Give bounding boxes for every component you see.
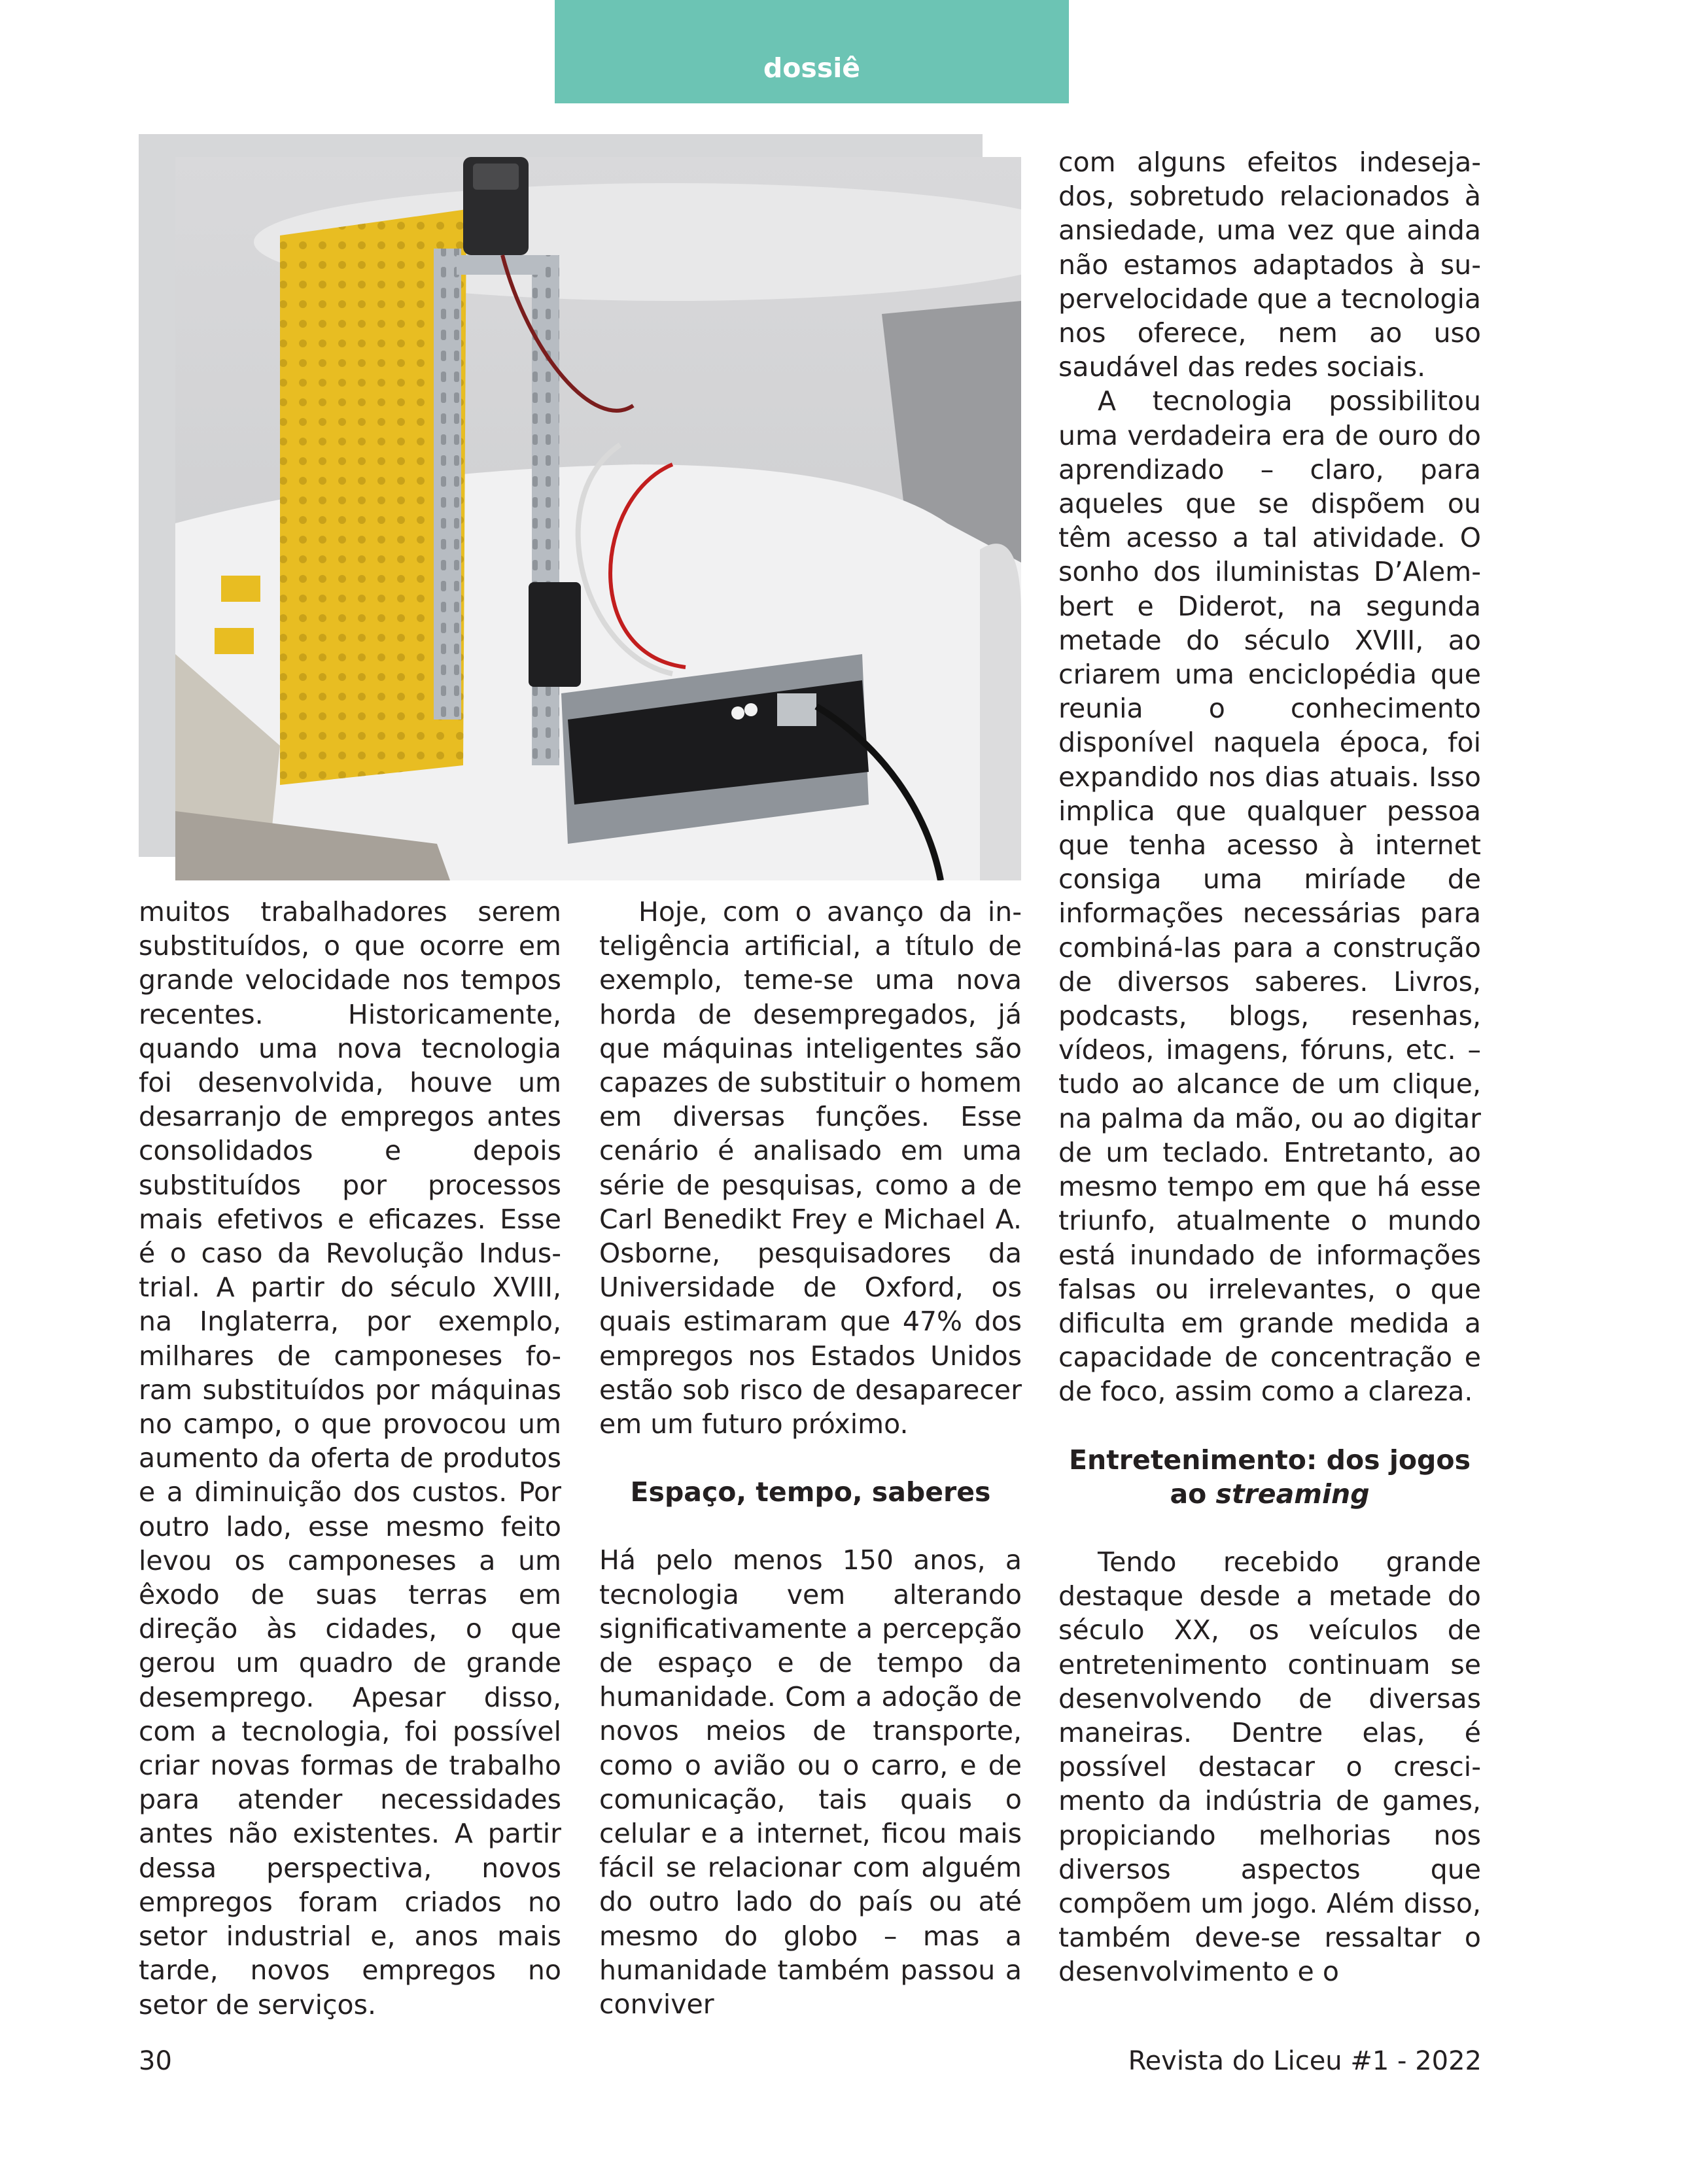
heading-italic: streaming <box>1215 1478 1370 1510</box>
paragraph: com alguns efeitos indesejados, sobretudo relacionados à ansiedade, uma vez que ainda não estamos adaptados à supervelocidade que a tecnologia nos oferece, nem ao uso saudável das redes sociais. <box>1058 147 1481 383</box>
paragraph: Tendo recebido grande destaque desde a metade do século XX, os veículos de entretenimento continuam se desenvolvendo de diversas maneiras. Dentre elas, é possível destacar o crescimento da indústria de games, propiciando melhorias nos diversos aspectos que compõem um jogo. Além disso, também deve-se ressaltar o desenvolvimento e o <box>1058 1546 1481 1988</box>
section-tab <box>555 0 1069 103</box>
paragraph: Há pelo menos 150 anos, a tecnologia vem alterando significativamente a percepção de espaço e de tempo da humanidade. Com a adoção de novos meios de transporte, como o avião ou o carro, e de comunicação, tais quais o celular e a internet, ficou mais fácil se relacionar com alguém do outro lado do país ou até mesmo do globo – mas a humanidade também passou a conviver <box>599 1544 1022 2021</box>
section-heading <box>1058 1443 1481 1511</box>
robotics-kit-photo <box>175 157 1021 880</box>
text-column-2 <box>599 895 1022 2021</box>
heading-text: Entretenimento: dos jogos ao <box>1069 1444 1471 1510</box>
section-heading: Espaço, tempo, saberes <box>630 1476 991 1508</box>
photo-icon <box>175 157 1021 880</box>
section-tab-label: dossiê <box>763 52 861 84</box>
page-number: 30 <box>139 2046 172 2076</box>
paragraph: A tecnologia possibilitou uma verdadeira era de ouro do aprendizado – claro, para aqueles que se dispõem ou têm acesso a tal atividade. O sonho dos iluministas D’Alembert e Diderot, na segunda metade do século XVIII, ao criarem uma enciclopédia que reunia o conhecimento disponível naquela época, foi expandido nos dias atuais. Isso implica que qualquer pessoa que tenha acesso à internet consiga uma miríade de informações necessárias para combiná-las para a construção de diversos saberes. Livros, podcasts, blogs, resenhas, vídeos, imagens, fóruns, etc. – tudo ao alcance de um clique, na palma da mão, ou ao digitar de um teclado. Entretanto, ao mesmo tempo em que há esse triunfo, atualmente o mundo está inundado de informações falsas ou irrelevantes, o que dificulta em grande medida a capacidade de concentração e de foco, assim como a clareza. <box>1058 385 1481 1408</box>
paragraph: muitos trabalhadores serem substituídos, o que ocorre em grande velocidade nos tempos recentes. Historicamente, quando uma nova tecnologia foi desenvolvida, houve um desarranjo de empregos antes consolidados e depois substituídos por processos mais efetivos e eficazes. Esse é o caso da Revolução Industrial. A partir do século XVIII, na Inglaterra, por exemplo, milhares de camponeses foram substituídos por máquinas no campo, o que provocou um aumento da oferta de produtos e a diminuição dos custos. Por outro lado, esse mesmo feito levou os camponeses a um êxodo de suas terras em direção às cidades, o que gerou um quadro de grande desemprego. Apesar disso, com a tecnologia, foi possível criar novas formas de trabalho para atender necessidades antes não existentes. A partir dessa perspectiva, novos empregos foram criados no setor industrial e, anos mais tarde, novos empregos no setor de serviços. <box>139 896 561 2021</box>
text-column-3 <box>1058 145 1481 1989</box>
paragraph: Hoje, com o avanço da inteligência artificial, a título de exemplo, teme-se uma nova horda de desempregados, já que máquinas inteligentes são capazes de substituir o homem em diversas funções. Esse cenário é analisado em uma série de pesquisas, como a de Carl Benedikt Frey e Michael A. Osborne, pesquisadores da Universidade de Oxford, os quais estimaram que 47% dos empregos nos Estados Unidos estão sob risco de desaparecer em um futuro próximo. <box>599 896 1022 1440</box>
magazine-title: Revista do Liceu #1 - 2022 <box>1128 2046 1482 2076</box>
text-column-1 <box>139 895 561 2022</box>
